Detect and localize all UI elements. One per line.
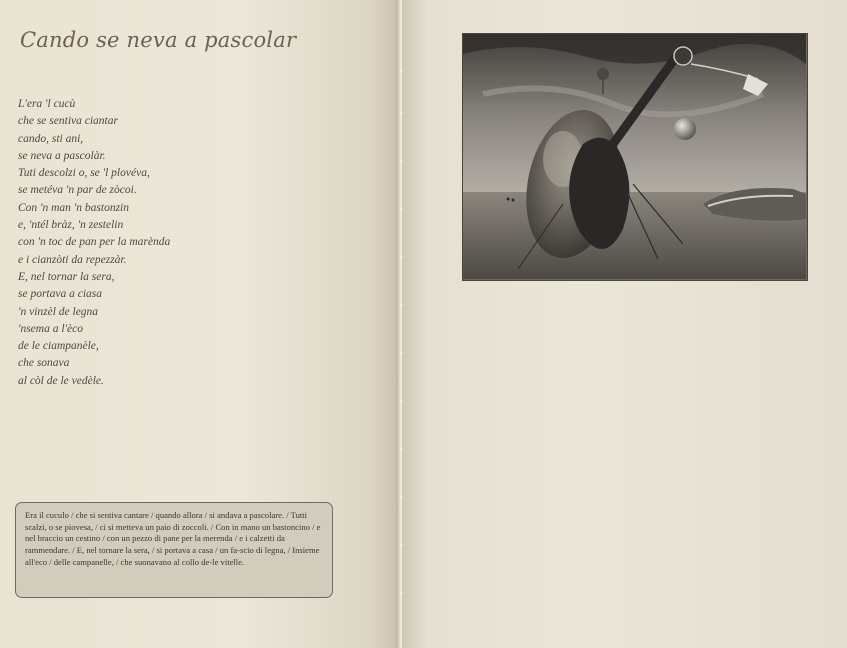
- poem-line: E, nel tornar la sera,: [18, 270, 115, 283]
- poem-line: de le ciampanèle,: [18, 340, 99, 353]
- poem-line: e i cianzòti da repezzàr.: [18, 253, 127, 266]
- poem-line: che sonava: [18, 357, 70, 370]
- poem-line: 'n vinzèl de legna: [18, 305, 99, 318]
- left-page: [0, 0, 400, 648]
- poem-title: Cando se neva a pascolar: [20, 28, 297, 52]
- poem-line: Tuti descolzi o, se 'l plovéva,: [18, 167, 150, 180]
- poem-line: 'nsema a l'èco: [18, 322, 83, 335]
- poem-line: se portava a ciasa: [18, 288, 103, 301]
- poem-line: se neva a pascolàr.: [18, 149, 106, 162]
- poem-line: Con 'n man 'n bastonzin: [18, 201, 129, 214]
- illustration-artwork: [463, 34, 806, 279]
- poem-line: che se sentiva ciantar: [18, 115, 118, 128]
- poem-line: cando, sti ani,: [18, 132, 84, 145]
- poem-line: se metéva 'n par de zòcoi.: [18, 184, 137, 197]
- surreal-violin-illustration: [462, 33, 808, 281]
- poem-line: L'era 'l cucù: [18, 98, 76, 110]
- poem-line: con 'n toc de pan per la marènda: [18, 236, 171, 249]
- poem-lines: [18, 96, 170, 390]
- poem-line: al còl de le vedèle.: [18, 374, 104, 387]
- translation-box: Era il cuculo / che si sentiva cantare / quando allora / si andava a pascolare. / Tutti scalzi, o se piovesa, / ci si metteva un paio di zoccoli. / Con in mano un bastoncino / e nel braccio un cestino / con un pezzo di pane per la merenda / e i calzetti da rammendare. / E, nel tornare la sera, / si portava a casa / un fa-scio di legna, / Insieme all'eco / delle campanelle, / che suonavano al collo de-le vitelle.: [15, 502, 333, 598]
- poem-line: e, 'ntél bràz, 'n zestelin: [18, 219, 124, 232]
